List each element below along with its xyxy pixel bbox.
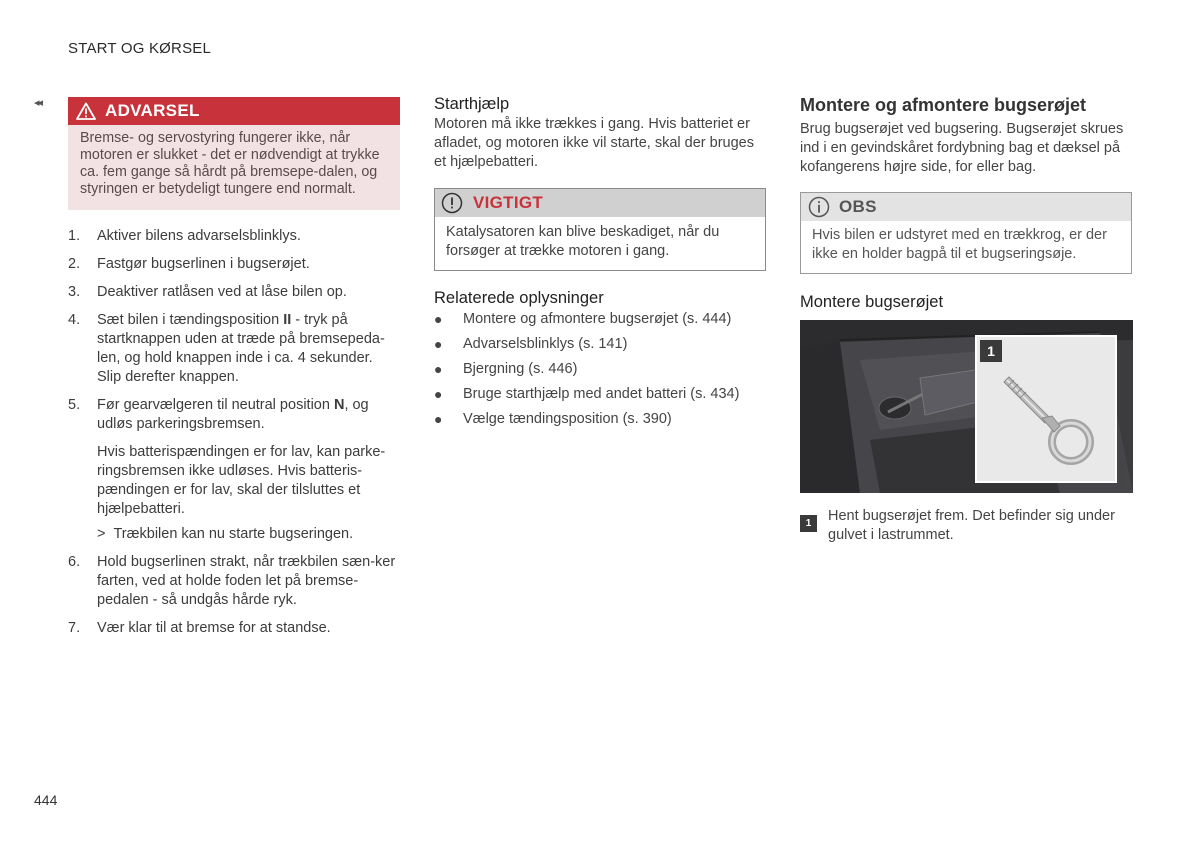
column-2: [434, 95, 766, 435]
step-number: 5.: [68, 397, 81, 413]
step-number: 4.: [68, 312, 81, 328]
step-item: [68, 283, 400, 302]
caption-badge: 1: [800, 515, 817, 532]
mount-subheading: Montere bugserøjet: [800, 293, 944, 311]
warning-triangle-icon: [76, 102, 96, 120]
step-number: 7.: [68, 620, 81, 636]
ignition-position-label: II: [283, 312, 292, 328]
obs-title: OBS: [839, 197, 877, 216]
step-item: [68, 396, 400, 434]
related-item[interactable]: [434, 310, 766, 329]
obs-text: Hvis bilen er udstyret med en trækkrog, er der ikke en holder bagpå til et bugseringsøje.: [812, 227, 1107, 262]
step-item: [68, 619, 400, 638]
related-heading: Relaterede oplysninger: [434, 289, 604, 307]
exclamation-circle-icon: [441, 192, 463, 214]
bullet-icon: ●: [434, 361, 443, 377]
result-marker: >: [97, 526, 106, 542]
bullet-icon: ●: [434, 336, 443, 352]
step-number: 6.: [68, 554, 81, 570]
step-result: [97, 525, 400, 544]
related-link[interactable]: Montere og afmontere bugserøjet (s. 444): [463, 311, 732, 327]
step-item: [68, 311, 400, 387]
step-text: Hold bugserlinen strakt, når trækbilen sæn-ker farten, ved at holde foden let på bremse-pedalen - så undgås hårde ryk.: [97, 554, 396, 608]
page-number: 444: [34, 792, 58, 808]
step-text-part: - tryk på startknappen uden at træde på bremsepeda-len, og hold knappen inde i ca. 4 sekunder. Slip derefter knappen.: [97, 312, 385, 385]
important-header: [435, 189, 765, 217]
related-link[interactable]: Vælge tændingsposition (s. 390): [463, 411, 672, 427]
warning-header: [68, 97, 400, 125]
gear-position-label: N: [333, 397, 345, 413]
step-text: Aktiver bilens advarselsblinklys.: [97, 228, 301, 244]
important-title: VIGTIGT: [473, 193, 544, 212]
starthelp-paragraph: Motoren må ikke trækkes i gang. Hvis batteriet er afladet, og motoren ikke vil starte, skal der bruges et hjælpebatteri.: [434, 116, 754, 170]
warning-title: ADVARSEL: [105, 101, 200, 120]
step-text: Vær klar til at bremse for at standse.: [97, 620, 331, 636]
tow-eye-paragraph: Brug bugserøjet ved bugsering. Bugserøjet skrues ind i en gevindskåret fordybning bag et dæksel på kofangerens højre side, for eller bag.: [800, 121, 1124, 175]
warning-box: [68, 97, 400, 210]
related-link[interactable]: Bruge starthjælp med andet batteri (s. 434): [463, 386, 740, 402]
step-item: [68, 553, 400, 610]
tow-eye-heading: Montere og afmontere bugserøjet: [800, 95, 1087, 115]
column-1: [68, 97, 400, 647]
step-number: 1.: [68, 228, 81, 244]
step-item: [68, 255, 400, 274]
column-3: [800, 95, 1132, 545]
obs-header: [801, 193, 1131, 221]
step-text-part: Sæt bilen i tændingsposition: [97, 312, 284, 328]
figure-caption: [800, 507, 1132, 545]
step-text-part: , og udløs parkeringsbremsen.: [97, 397, 369, 432]
step-text: Deaktiver ratlåsen ved at låse bilen op.: [97, 284, 347, 300]
step-text: [97, 396, 400, 434]
obs-box: [800, 192, 1132, 274]
bullet-icon: ●: [434, 386, 443, 402]
figure-code: G063748: [1120, 461, 1127, 490]
caption-text: Hent bugserøjet frem. Det befinder sig under gulvet i lastrummet.: [828, 508, 1115, 543]
related-list: [434, 310, 766, 429]
important-text: Katalysatoren kan blive beskadiget, når du forsøger at trække motoren i gang.: [446, 224, 720, 259]
related-item[interactable]: [434, 385, 766, 404]
step-item: [68, 227, 400, 246]
trunk-illustration: [800, 320, 1133, 493]
step-text-part: Før gearvælgeren til neutral position: [97, 397, 334, 413]
figure-callout: 1: [980, 340, 1002, 362]
starthelp-heading: Starthjælp: [434, 95, 510, 113]
related-item[interactable]: [434, 335, 766, 354]
related-item[interactable]: [434, 410, 766, 429]
info-circle-icon: [808, 196, 830, 218]
related-link[interactable]: Bjergning (s. 446): [463, 361, 578, 377]
important-box: [434, 188, 766, 271]
step-sub-text: Hvis batterispændingen er for lav, kan parke-ringsbremsen ikke udløses. Hvis batteris-pændingen er for lav, skal der tilsluttes et hjælpebatteri.: [97, 444, 386, 517]
warning-text: Bremse- og servostyring fungerer ikke, når motoren er slukket - det er nødvendigt at trykke ca. fem gange så hårdt på bremsepe-dalen, og styringen er betydeligt tungere end normalt.: [80, 130, 380, 197]
step-text: [97, 311, 400, 387]
step-text: Fastgør bugserlinen i bugserøjet.: [97, 256, 310, 272]
step-number: 3.: [68, 284, 81, 300]
bullet-icon: ●: [434, 311, 443, 327]
step-number: 2.: [68, 256, 81, 272]
related-item[interactable]: [434, 360, 766, 379]
bullet-icon: ●: [434, 411, 443, 427]
related-link[interactable]: Advarselsblinklys (s. 141): [463, 336, 628, 352]
steps-list: [68, 227, 400, 638]
back-arrows-icon[interactable]: ◂◂: [34, 97, 42, 109]
tow-eye-figure: [800, 320, 1133, 493]
result-text: Trækbilen kan nu starte bugseringen.: [113, 526, 354, 542]
section-header: START OG KØRSEL: [68, 40, 212, 57]
